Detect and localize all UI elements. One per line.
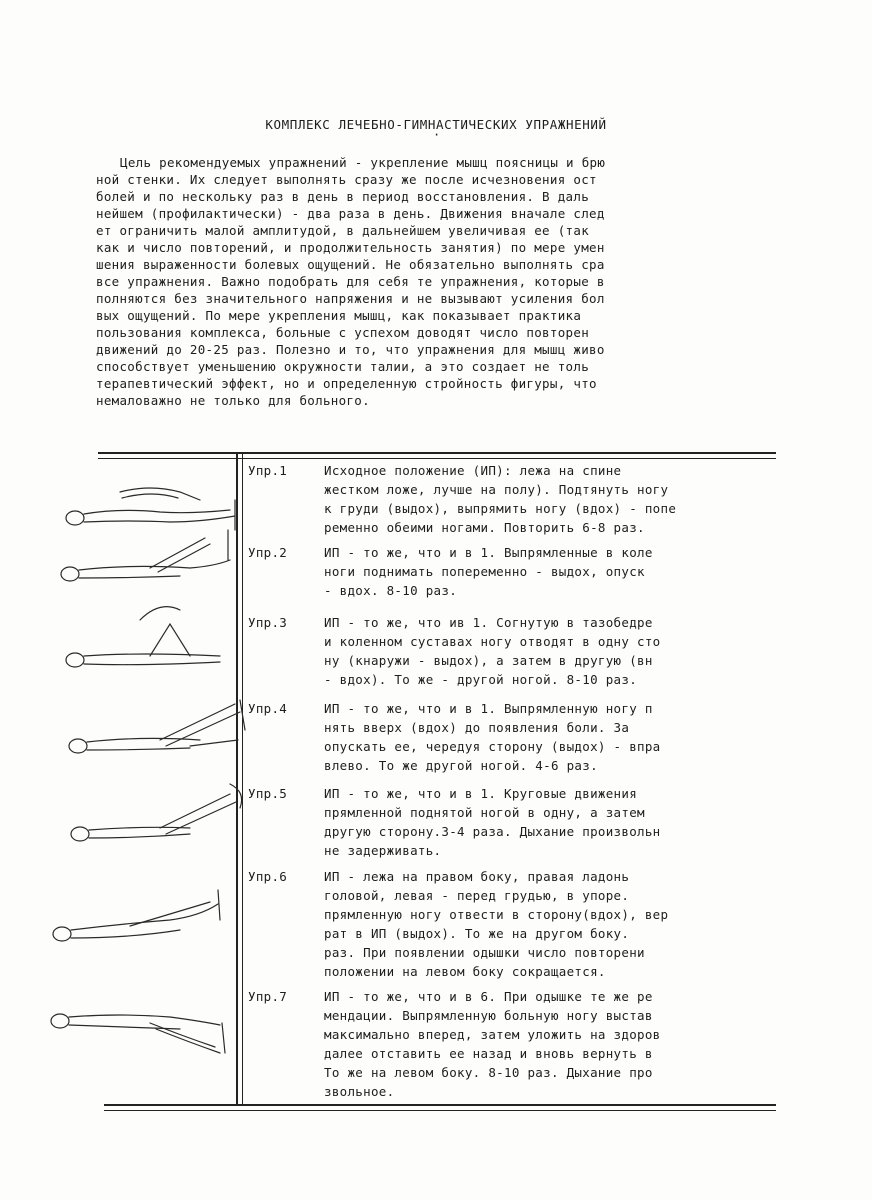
exercise-line: головой, левая - перед грудью, в упоре.: [324, 888, 630, 903]
exercise-line: нять вверх (вдох) до появления боли. За: [324, 720, 630, 735]
exercise-label: Упр.4: [248, 701, 288, 716]
exercise-line: ИП - то же, что и в 1. Круговые движения: [324, 786, 638, 801]
exercise-line: жестком ложе, лучше на полу). Подтянуть ногу: [324, 482, 669, 497]
intro-line: немаловажно не только для больного.: [96, 393, 370, 408]
exercise-line: - вдох. 8-10 раз.: [324, 583, 458, 598]
exercise-line: ИП - то же, что ив 1. Согнутую в тазобедре: [324, 615, 653, 630]
exercise-line: другую сторону.3-4 раза. Дыхание произвольн: [324, 824, 661, 839]
exercise-line: положении на левом боку сокращается.: [324, 964, 606, 979]
exercise-line: ну (кнаружи - выдох), а затем в другую (вн: [324, 653, 653, 668]
intro-line: болей и по нескольку раз в день в период восстановления. В даль: [96, 189, 590, 204]
exercise-line: ИП - то же, что и в 6. При одышке те же ре: [324, 989, 653, 1004]
exercise-text: [324, 784, 661, 860]
exercise-line: раз. При появлении одышки число повторени: [324, 945, 645, 960]
exercise-3-figure: [40, 600, 240, 680]
exercise-line: ременно обеими ногами. Повторить 6-8 раз.: [324, 520, 645, 535]
exercise-text: [324, 867, 668, 981]
intro-line: вых ощущений. По мере укрепления мышц, как показывает практика: [96, 308, 582, 323]
exercise-line: ИП - то же, что и в 1. Выпрямленные в коле: [324, 545, 653, 560]
intro-line: пользования комплекса, больные с успехом доводят число повторен: [96, 325, 590, 340]
intro-line: ет ограничить малой амплитудой, в дальнейшем увеличивая ее (так: [96, 223, 590, 238]
exercise-label: Упр.7: [248, 989, 288, 1004]
intro-line: нейшем (профилактически) - два раза в день. Движения вначале след: [96, 206, 605, 221]
exercise-line: далее отставить ее назад и вновь вернуть в: [324, 1046, 653, 1061]
exercise-line: ИП - то же, что и в 1. Выпрямленную ногу п: [324, 701, 653, 716]
exercise-7: [248, 987, 788, 1101]
exercise-5-figure: [40, 772, 250, 852]
exercise-text: [324, 613, 661, 689]
title-dot: ·: [433, 128, 441, 142]
exercise-line: и коленном суставах ногу отводят в одну сто: [324, 634, 661, 649]
exercise-label: Упр.3: [248, 615, 288, 630]
exercise-text: [324, 987, 661, 1101]
table-bottom-rule: [104, 1104, 776, 1106]
intro-line: все упражнения. Важно подобрать для себя те упражнения, которые в: [96, 274, 605, 289]
exercise-6: [248, 867, 788, 981]
exercise-text: [324, 699, 661, 775]
exercise-label: Упр.6: [248, 869, 288, 884]
exercise-label: Упр.1: [248, 463, 288, 478]
intro-line: Цель рекомендуемых упражнений - укрепление мышц поясницы и брю: [120, 155, 606, 170]
page-title: КОМПЛЕКС ЛЕЧЕБНО-ГИМНАСТИЧЕСКИХ УПРАЖНЕНИЙ: [265, 117, 607, 132]
exercise-line: ноги поднимать попеременно - выдох, опуск: [324, 564, 645, 579]
exercise-label: Упр.5: [248, 786, 288, 801]
exercise-line: мендации. Выпрямленную больную ногу выстав: [324, 1008, 653, 1023]
exercise-3: [248, 613, 788, 693]
exercise-line: влево. То же другой ногой. 4-6 раз.: [324, 758, 598, 773]
exercise-line: максимально вперед, затем уложить на здоров: [324, 1027, 661, 1042]
exercise-text: [324, 543, 653, 600]
intro-line: движений до 20-25 раз. Полезно и то, что упражнения для мышц живо: [96, 342, 605, 357]
exercise-line: звольное.: [324, 1084, 395, 1099]
exercise-line: Исходное положение (ИП): лежа на спине: [324, 463, 622, 478]
exercise-line: - вдох). То же - другой ногой. 8-10 раз.: [324, 672, 638, 687]
exercise-line: прямленной поднятой ногой в одну, а затем: [324, 805, 645, 820]
exercise-line: прямленную ногу отвести в сторону(вдох), вер: [324, 907, 669, 922]
intro-line: шения выраженности болевых ощущений. Не обязательно выполнять сра: [96, 257, 605, 272]
exercise-line: рат в ИП (выдох). То же на другом боку.: [324, 926, 630, 941]
exercise-4: [248, 699, 788, 779]
exercise-1: [248, 461, 788, 541]
exercise-6-figure: [40, 880, 240, 960]
intro-line: терапевтический эффект, но и определенную стройность фигуры, что: [96, 376, 597, 391]
exercise-line: опускать ее, чередуя сторону (выдох) - впра: [324, 739, 661, 754]
table-top-rule-2: [98, 458, 776, 459]
table-top-rule: [98, 452, 776, 454]
exercise-text: [324, 461, 676, 537]
intro-line: полняются без значительного напряжения и не вызывают усиления бол: [96, 291, 605, 306]
exercise-line: к груди (выдох), выпрямить ногу (вдох) - попе: [324, 501, 677, 516]
intro-line: способствует уменьшению окружности талии, а это создает не толь: [96, 359, 590, 374]
exercise-line: То же на левом боку. 8-10 раз. Дыхание про: [324, 1065, 653, 1080]
intro-line: ной стенки. Их следует выполнять сразу же после исчезновения ост: [96, 172, 597, 187]
exercise-4-figure: [40, 690, 250, 770]
exercise-2: [248, 543, 788, 603]
exercise-7-figure: [40, 995, 240, 1065]
intro-line: как и число повторений, и продолжительность занятия) по мере умен: [96, 240, 605, 255]
exercise-5: [248, 784, 788, 864]
exercise-2-figure: [40, 520, 240, 590]
exercise-label: Упр.2: [248, 545, 288, 560]
exercise-line: ИП - лежа на правом боку, правая ладонь: [324, 869, 630, 884]
intro-paragraph: [96, 154, 781, 409]
exercise-line: не задерживать.: [324, 843, 442, 858]
table-bottom-rule-2: [104, 1110, 776, 1111]
